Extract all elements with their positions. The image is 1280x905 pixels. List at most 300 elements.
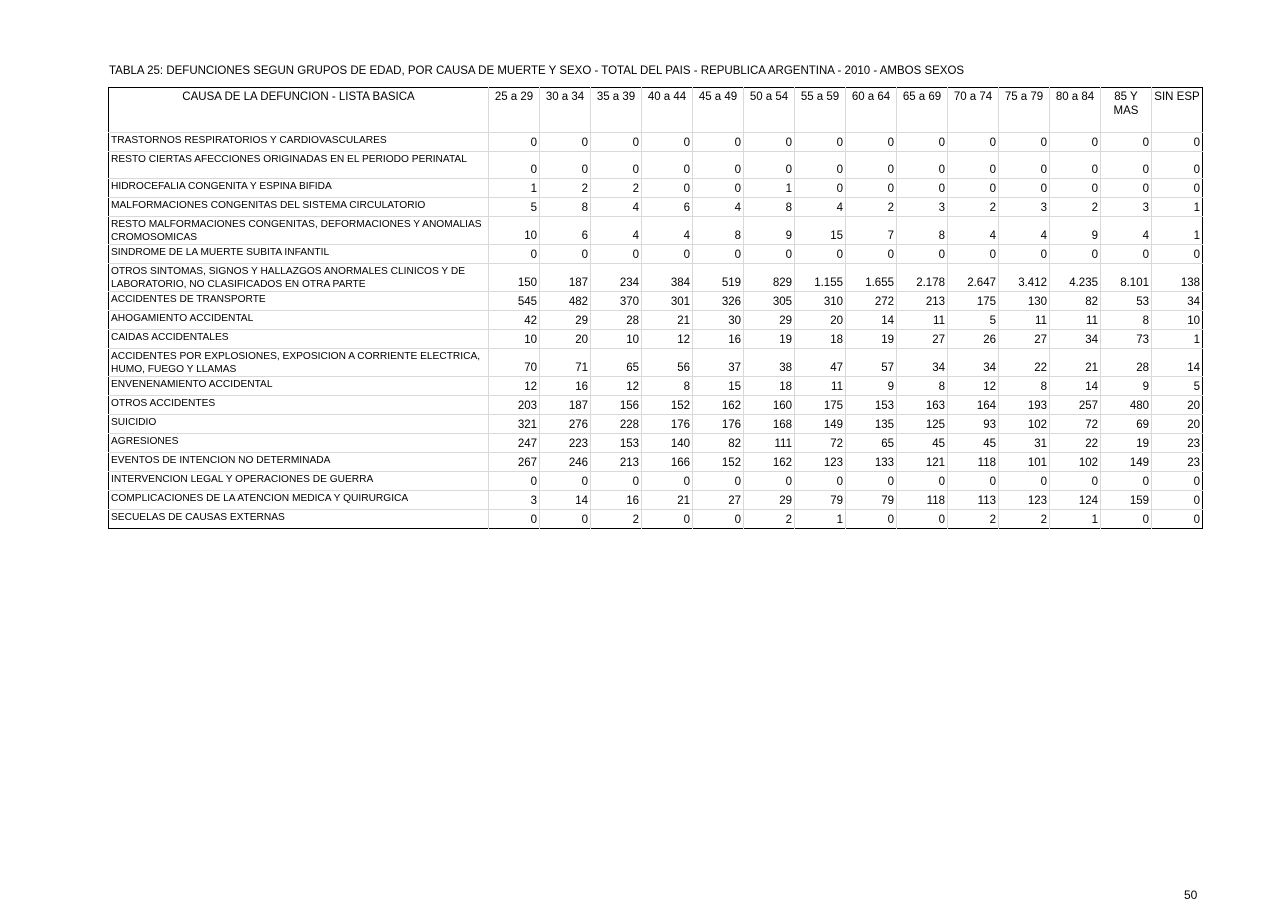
value-cell: 4 [591, 217, 642, 245]
value-cell: 3 [999, 198, 1050, 217]
value-cell: 301 [642, 292, 693, 311]
value-cell: 0 [897, 152, 948, 179]
value-cell: 121 [897, 453, 948, 472]
value-cell: 26 [948, 330, 999, 349]
value-cell: 305 [744, 292, 795, 311]
value-cell: 1.655 [846, 264, 897, 292]
column-header: 45 a 49 [693, 88, 744, 133]
value-cell: 38 [744, 349, 795, 377]
value-cell: 193 [999, 396, 1050, 415]
value-cell: 47 [795, 349, 846, 377]
value-cell: 133 [846, 453, 897, 472]
table-row [109, 179, 1203, 198]
value-cell: 72 [795, 434, 846, 453]
value-cell: 111 [744, 434, 795, 453]
value-cell: 187 [540, 264, 591, 292]
value-cell: 0 [846, 179, 897, 198]
value-cell: 8 [693, 217, 744, 245]
value-cell: 321 [489, 415, 540, 434]
value-cell: 0 [591, 472, 642, 491]
value-cell: 153 [846, 396, 897, 415]
value-cell: 4 [642, 217, 693, 245]
value-cell: 0 [693, 152, 744, 179]
value-cell: 6 [540, 217, 591, 245]
value-cell: 4 [591, 198, 642, 217]
value-cell: 16 [591, 491, 642, 510]
value-cell: 3 [1101, 198, 1152, 217]
value-cell: 0 [948, 133, 999, 152]
value-cell: 27 [897, 330, 948, 349]
value-cell: 0 [846, 133, 897, 152]
table-row [109, 453, 1203, 472]
value-cell: 125 [897, 415, 948, 434]
value-cell: 93 [948, 415, 999, 434]
value-cell: 0 [846, 245, 897, 264]
value-cell: 29 [744, 311, 795, 330]
value-cell: 2 [540, 179, 591, 198]
value-cell: 10 [1152, 311, 1203, 330]
value-cell: 0 [1050, 245, 1101, 264]
value-cell: 14 [846, 311, 897, 330]
value-cell: 130 [999, 292, 1050, 311]
value-cell: 102 [999, 415, 1050, 434]
value-cell: 8.101 [1101, 264, 1152, 292]
column-header: 60 a 64 [846, 88, 897, 133]
column-header: 80 a 84 [1050, 88, 1101, 133]
value-cell: 0 [999, 152, 1050, 179]
value-cell: 2 [744, 510, 795, 529]
value-cell: 14 [1152, 349, 1203, 377]
value-cell: 159 [1101, 491, 1152, 510]
value-cell: 9 [846, 377, 897, 396]
value-cell: 8 [1101, 311, 1152, 330]
value-cell: 152 [693, 453, 744, 472]
value-cell: 0 [897, 245, 948, 264]
value-cell: 5 [948, 311, 999, 330]
table-row [109, 396, 1203, 415]
value-cell: 22 [1050, 434, 1101, 453]
value-cell: 11 [795, 377, 846, 396]
value-cell: 213 [591, 453, 642, 472]
value-cell: 11 [999, 311, 1050, 330]
value-cell: 0 [489, 152, 540, 179]
value-cell: 0 [642, 245, 693, 264]
value-cell: 2 [846, 198, 897, 217]
value-cell: 0 [846, 472, 897, 491]
value-cell: 21 [642, 491, 693, 510]
table-row [109, 311, 1203, 330]
value-cell: 11 [1050, 311, 1101, 330]
cause-cell: MALFORMACIONES CONGENITAS DEL SISTEMA CIRCULATORIO [109, 198, 489, 217]
value-cell: 0 [489, 133, 540, 152]
value-cell: 0 [999, 472, 1050, 491]
value-cell: 0 [744, 152, 795, 179]
value-cell: 1 [744, 179, 795, 198]
value-cell: 69 [1101, 415, 1152, 434]
value-cell: 0 [1050, 152, 1101, 179]
value-cell: 12 [591, 377, 642, 396]
table-body [109, 133, 1203, 529]
value-cell: 0 [1152, 152, 1203, 179]
value-cell: 2.647 [948, 264, 999, 292]
value-cell: 12 [948, 377, 999, 396]
value-cell: 8 [540, 198, 591, 217]
value-cell: 0 [795, 472, 846, 491]
value-cell: 0 [693, 133, 744, 152]
value-cell: 4 [693, 198, 744, 217]
table-row [109, 510, 1203, 529]
value-cell: 6 [642, 198, 693, 217]
value-cell: 310 [795, 292, 846, 311]
value-cell: 0 [1101, 472, 1152, 491]
value-cell: 2 [591, 510, 642, 529]
column-header: 50 a 54 [744, 88, 795, 133]
table-row [109, 415, 1203, 434]
value-cell: 57 [846, 349, 897, 377]
value-cell: 20 [1152, 396, 1203, 415]
value-cell: 519 [693, 264, 744, 292]
table-row [109, 264, 1203, 292]
value-cell: 140 [642, 434, 693, 453]
value-cell: 0 [1101, 133, 1152, 152]
value-cell: 3 [489, 491, 540, 510]
value-cell: 0 [1152, 245, 1203, 264]
column-header: 65 a 69 [897, 88, 948, 133]
cause-cell: ACCIDENTES POR EXPLOSIONES, EXPOSICION A CORRIENTE ELECTRICA, HUMO, FUEGO Y LLAMAS [109, 349, 489, 377]
value-cell: 27 [693, 491, 744, 510]
value-cell: 4 [948, 217, 999, 245]
value-cell: 23 [1152, 453, 1203, 472]
value-cell: 0 [999, 245, 1050, 264]
value-cell: 15 [795, 217, 846, 245]
column-header: SIN ESP [1152, 88, 1203, 133]
value-cell: 19 [846, 330, 897, 349]
value-cell: 176 [693, 415, 744, 434]
value-cell: 21 [1050, 349, 1101, 377]
value-cell: 0 [591, 133, 642, 152]
value-cell: 3.412 [999, 264, 1050, 292]
value-cell: 102 [1050, 453, 1101, 472]
value-cell: 0 [591, 152, 642, 179]
value-cell: 20 [1152, 415, 1203, 434]
cause-cell: AGRESIONES [109, 434, 489, 453]
value-cell: 164 [948, 396, 999, 415]
value-cell: 0 [1050, 179, 1101, 198]
value-cell: 176 [642, 415, 693, 434]
cause-cell: ENVENENAMIENTO ACCIDENTAL [109, 377, 489, 396]
value-cell: 42 [489, 311, 540, 330]
value-cell: 1 [1152, 198, 1203, 217]
column-header: 85 Y MAS [1101, 88, 1152, 133]
value-cell: 124 [1050, 491, 1101, 510]
value-cell: 9 [744, 217, 795, 245]
value-cell: 45 [948, 434, 999, 453]
value-cell: 166 [642, 453, 693, 472]
column-header: 55 a 59 [795, 88, 846, 133]
value-cell: 0 [1152, 179, 1203, 198]
table-row [109, 198, 1203, 217]
value-cell: 0 [795, 179, 846, 198]
cause-cell: TRASTORNOS RESPIRATORIOS Y CARDIOVASCULARES [109, 133, 489, 152]
value-cell: 29 [744, 491, 795, 510]
value-cell: 267 [489, 453, 540, 472]
value-cell: 0 [642, 152, 693, 179]
cause-cell: OTROS ACCIDENTES [109, 396, 489, 415]
value-cell: 0 [1101, 510, 1152, 529]
value-cell: 15 [693, 377, 744, 396]
value-cell: 0 [1152, 133, 1203, 152]
value-cell: 4.235 [1050, 264, 1101, 292]
value-cell: 0 [948, 179, 999, 198]
value-cell: 0 [948, 472, 999, 491]
table-row [109, 245, 1203, 264]
value-cell: 16 [540, 377, 591, 396]
value-cell: 0 [540, 133, 591, 152]
value-cell: 0 [948, 245, 999, 264]
value-cell: 1 [489, 179, 540, 198]
cause-cell: RESTO MALFORMACIONES CONGENITAS, DEFORMACIONES Y ANOMALIAS CROMOSOMICAS [109, 217, 489, 245]
value-cell: 71 [540, 349, 591, 377]
value-cell: 0 [846, 152, 897, 179]
value-cell: 56 [642, 349, 693, 377]
column-header: 25 a 29 [489, 88, 540, 133]
value-cell: 1.155 [795, 264, 846, 292]
value-cell: 0 [1101, 152, 1152, 179]
value-cell: 123 [795, 453, 846, 472]
column-header: 35 a 39 [591, 88, 642, 133]
value-cell: 0 [897, 472, 948, 491]
value-cell: 9 [1050, 217, 1101, 245]
value-cell: 8 [642, 377, 693, 396]
value-cell: 27 [999, 330, 1050, 349]
value-cell: 0 [1152, 491, 1203, 510]
value-cell: 8 [999, 377, 1050, 396]
cause-cell: COMPLICACIONES DE LA ATENCION MEDICA Y QUIRURGICA [109, 491, 489, 510]
value-cell: 213 [897, 292, 948, 311]
value-cell: 12 [642, 330, 693, 349]
value-cell: 0 [795, 245, 846, 264]
value-cell: 123 [999, 491, 1050, 510]
value-cell: 0 [1101, 179, 1152, 198]
table-row [109, 217, 1203, 245]
value-cell: 482 [540, 292, 591, 311]
value-cell: 0 [642, 472, 693, 491]
value-cell: 2 [948, 198, 999, 217]
value-cell: 272 [846, 292, 897, 311]
value-cell: 0 [693, 510, 744, 529]
value-cell: 18 [795, 330, 846, 349]
value-cell: 0 [693, 179, 744, 198]
cause-cell: SECUELAS DE CAUSAS EXTERNAS [111, 512, 285, 523]
value-cell: 3 [897, 198, 948, 217]
value-cell: 70 [489, 349, 540, 377]
value-cell: 18 [744, 377, 795, 396]
value-cell: 0 [540, 510, 591, 529]
table-title: TABLA 25: DEFUNCIONES SEGUN GRUPOS DE EDAD, POR CAUSA DE MUERTE Y SEXO - TOTAL DEL PAIS - REPUBLICA ARGENTINA - 2010 - AMBOS SEXOS [109, 65, 965, 77]
value-cell: 153 [591, 434, 642, 453]
value-cell: 1 [795, 510, 846, 529]
value-cell: 0 [489, 472, 540, 491]
column-header: 40 a 44 [642, 88, 693, 133]
value-cell: 65 [846, 434, 897, 453]
value-cell: 168 [744, 415, 795, 434]
value-cell: 0 [1152, 472, 1203, 491]
value-cell: 0 [489, 510, 540, 529]
table-row [109, 133, 1203, 152]
value-cell: 0 [1050, 472, 1101, 491]
table-row [109, 377, 1203, 396]
page-number: 50 [1184, 888, 1198, 902]
value-cell: 19 [744, 330, 795, 349]
cause-cell: ACCIDENTES DE TRANSPORTE [109, 292, 489, 311]
value-cell: 10 [489, 330, 540, 349]
value-cell: 0 [540, 152, 591, 179]
value-cell: 0 [1101, 245, 1152, 264]
value-cell: 162 [744, 453, 795, 472]
value-cell: 65 [591, 349, 642, 377]
value-cell: 0 [999, 179, 1050, 198]
value-cell: 113 [948, 491, 999, 510]
column-header: 75 a 79 [999, 88, 1050, 133]
value-cell: 31 [999, 434, 1050, 453]
cause-cell: AHOGAMIENTO ACCIDENTAL [109, 311, 489, 330]
table-row [109, 292, 1203, 311]
value-cell: 247 [489, 434, 540, 453]
value-cell: 2 [1050, 198, 1101, 217]
value-cell: 0 [1050, 133, 1101, 152]
value-cell: 7 [846, 217, 897, 245]
value-cell: 135 [846, 415, 897, 434]
value-cell: 118 [897, 491, 948, 510]
value-cell: 82 [693, 434, 744, 453]
cause-cell: RESTO CIERTAS AFECCIONES ORIGINADAS EN EL PERIODO PERINATAL [109, 152, 489, 179]
value-cell: 19 [1101, 434, 1152, 453]
value-cell: 30 [693, 311, 744, 330]
value-cell: 0 [744, 133, 795, 152]
cause-cell: OTROS SINTOMAS, SIGNOS Y HALLAZGOS ANORMALES CLINICOS Y DE LABORATORIO, NO CLASIFICADOS EN OTRA PARTE [109, 264, 489, 292]
cause-cell: HIDROCEFALIA CONGENITA Y ESPINA BIFIDA [109, 179, 489, 198]
value-cell: 34 [1152, 292, 1203, 311]
cause-cell: EVENTOS DE INTENCION NO DETERMINADA [109, 453, 489, 472]
value-cell: 150 [489, 264, 540, 292]
value-cell: 545 [489, 292, 540, 311]
value-cell: 1 [1152, 217, 1203, 245]
table-row [109, 152, 1203, 179]
value-cell: 10 [489, 217, 540, 245]
value-cell: 37 [693, 349, 744, 377]
value-cell: 223 [540, 434, 591, 453]
value-cell: 0 [897, 510, 948, 529]
value-cell: 187 [540, 396, 591, 415]
deaths-table [108, 87, 1203, 529]
value-cell: 8 [744, 198, 795, 217]
value-cell: 23 [1152, 434, 1203, 453]
value-cell: 276 [540, 415, 591, 434]
value-cell: 326 [693, 292, 744, 311]
value-cell: 384 [642, 264, 693, 292]
value-cell: 0 [1152, 510, 1203, 529]
cause-cell: INTERVENCION LEGAL Y OPERACIONES DE GUERRA [109, 472, 489, 491]
value-cell: 34 [1050, 330, 1101, 349]
value-cell: 228 [591, 415, 642, 434]
table-row [109, 472, 1203, 491]
table-row [109, 349, 1203, 377]
value-cell: 149 [1101, 453, 1152, 472]
value-cell: 22 [999, 349, 1050, 377]
value-cell: 8 [897, 377, 948, 396]
value-cell: 0 [897, 133, 948, 152]
value-cell: 2 [948, 510, 999, 529]
value-cell: 79 [795, 491, 846, 510]
cause-cell: CAIDAS ACCIDENTALES [109, 330, 489, 349]
value-cell: 0 [540, 472, 591, 491]
value-cell: 14 [540, 491, 591, 510]
value-cell: 149 [795, 415, 846, 434]
value-cell: 12 [489, 377, 540, 396]
column-header: CAUSA DE LA DEFUNCION - LISTA BASICA [109, 88, 489, 133]
value-cell: 829 [744, 264, 795, 292]
value-cell: 28 [1101, 349, 1152, 377]
value-cell: 20 [540, 330, 591, 349]
value-cell: 21 [642, 311, 693, 330]
value-cell: 0 [744, 472, 795, 491]
value-cell: 0 [897, 179, 948, 198]
value-cell: 0 [795, 133, 846, 152]
value-cell: 34 [897, 349, 948, 377]
value-cell: 175 [948, 292, 999, 311]
value-cell: 4 [1101, 217, 1152, 245]
value-cell: 0 [846, 510, 897, 529]
value-cell: 0 [744, 245, 795, 264]
table-row [109, 330, 1203, 349]
value-cell: 0 [693, 245, 744, 264]
value-cell: 29 [540, 311, 591, 330]
value-cell: 160 [744, 396, 795, 415]
value-cell: 0 [489, 245, 540, 264]
value-cell: 45 [897, 434, 948, 453]
value-cell: 72 [1050, 415, 1101, 434]
value-cell: 1 [1152, 330, 1203, 349]
value-cell: 73 [1101, 330, 1152, 349]
value-cell: 480 [1101, 396, 1152, 415]
column-header: 70 a 74 [948, 88, 999, 133]
value-cell: 2 [999, 510, 1050, 529]
value-cell: 0 [642, 510, 693, 529]
value-cell: 0 [795, 152, 846, 179]
value-cell: 2.178 [897, 264, 948, 292]
cause-cell: SINDROME DE LA MUERTE SUBITA INFANTIL [109, 245, 489, 264]
value-cell: 5 [1152, 377, 1203, 396]
value-cell: 82 [1050, 292, 1101, 311]
cause-cell: SUICIDIO [109, 415, 489, 434]
value-cell: 0 [693, 472, 744, 491]
value-cell: 28 [591, 311, 642, 330]
value-cell: 0 [642, 133, 693, 152]
value-cell: 152 [642, 396, 693, 415]
value-cell: 257 [1050, 396, 1101, 415]
value-cell: 16 [693, 330, 744, 349]
value-cell: 34 [948, 349, 999, 377]
value-cell: 0 [591, 245, 642, 264]
value-cell: 9 [1101, 377, 1152, 396]
value-cell: 234 [591, 264, 642, 292]
table-row [109, 491, 1203, 510]
value-cell: 1 [1050, 510, 1101, 529]
value-cell: 53 [1101, 292, 1152, 311]
value-cell: 4 [795, 198, 846, 217]
value-cell: 14 [1050, 377, 1101, 396]
value-cell: 203 [489, 396, 540, 415]
